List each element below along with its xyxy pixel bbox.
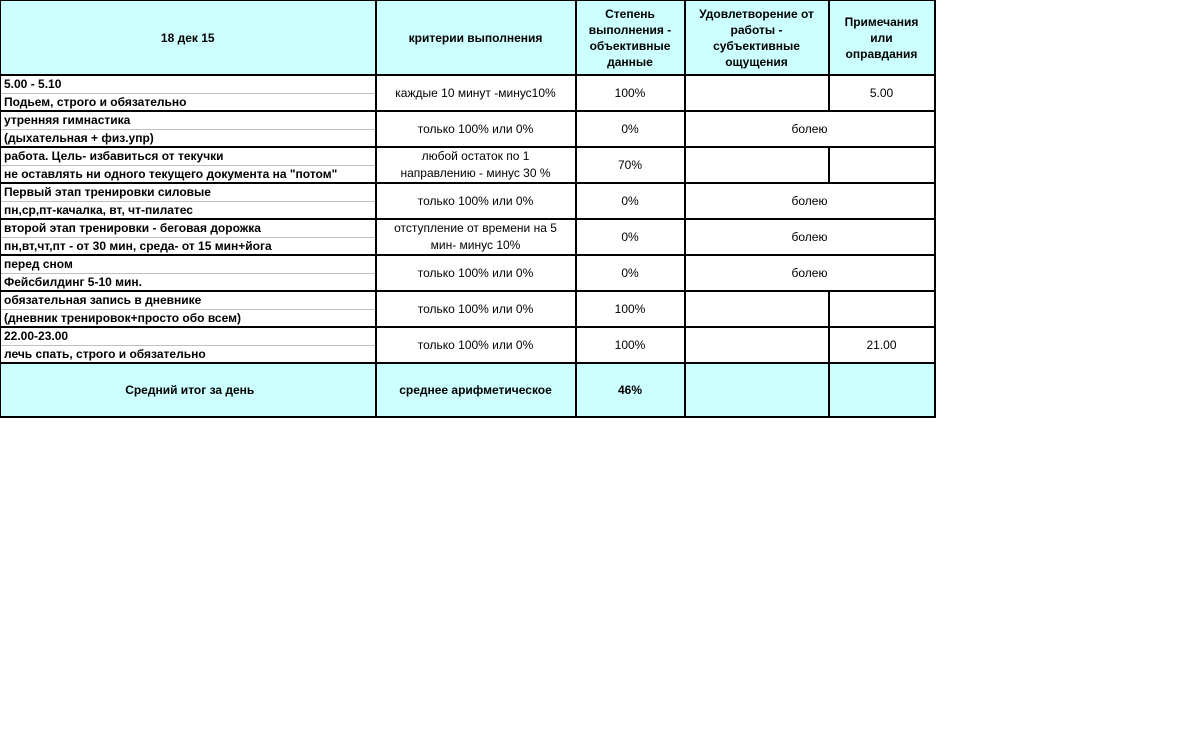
table-row xyxy=(1,75,935,111)
header-subjective[interactable] xyxy=(685,1,829,76)
task-title: утренняя гимнастика xyxy=(1,112,375,130)
task-detail: Фейсбилдинг 5-10 мин. xyxy=(4,275,142,289)
header-objective-line: объективные xyxy=(589,38,671,53)
notes-cell[interactable] xyxy=(829,291,935,327)
header-date-text: 18 дек 15 xyxy=(160,30,215,45)
task-cell[interactable] xyxy=(1,183,376,219)
merged-note-cell[interactable] xyxy=(685,219,935,255)
header-subjective-line: субъективные xyxy=(713,38,800,53)
objective-cell[interactable] xyxy=(576,183,685,219)
task-detail: (дневник тренировок+просто обо всем) xyxy=(4,311,241,325)
task-detail: лечь спать, строго и обязательно xyxy=(4,347,206,361)
objective-value: 100% xyxy=(614,301,646,316)
table-row xyxy=(1,327,935,363)
task-title: 22.00-23.00 xyxy=(1,328,375,346)
criteria-cell[interactable] xyxy=(376,219,576,255)
task-detail: пн,вт,чт,пт - от 30 мин, среда- от 15 мин+йога xyxy=(4,239,272,253)
criteria-line: отступление от времени на 5 xyxy=(394,221,557,235)
task-cell[interactable] xyxy=(1,255,376,291)
criteria-line: только 100% или 0% xyxy=(417,193,534,208)
merged-note-value: болею xyxy=(791,229,828,244)
objective-value: 0% xyxy=(621,265,639,280)
table-row xyxy=(1,255,935,291)
task-detail: Подьем, строго и обязательно xyxy=(4,95,187,109)
summary-label: Средний итог за день xyxy=(125,383,255,397)
header-objective-line: данные xyxy=(607,54,653,69)
header-criteria-text: критерии выполнения xyxy=(408,30,543,45)
notes-value: 5.00 xyxy=(869,85,894,100)
merged-note-value: болею xyxy=(791,265,828,280)
table-row xyxy=(1,111,935,147)
summary-row xyxy=(1,363,935,417)
criteria-line: каждые 10 минут -минус10% xyxy=(395,85,556,100)
subjective-cell[interactable] xyxy=(685,147,829,183)
objective-cell[interactable] xyxy=(576,147,685,183)
task-detail: пн,ср,пт-качалка, вт, чт-пилатес xyxy=(4,203,193,217)
header-subjective-line: работы - xyxy=(730,22,783,37)
header-notes[interactable] xyxy=(829,1,935,76)
criteria-line: любой остаток по 1 xyxy=(421,149,530,163)
header-objective-line: выполнения - xyxy=(588,22,672,37)
objective-cell[interactable] xyxy=(576,291,685,327)
criteria-line: только 100% или 0% xyxy=(417,301,534,316)
header-objective[interactable] xyxy=(576,1,685,76)
merged-note-cell[interactable] xyxy=(685,255,935,291)
header-subjective-line: Удовлетворение от xyxy=(699,6,814,21)
notes-cell[interactable] xyxy=(829,147,935,183)
objective-value: 0% xyxy=(621,229,639,244)
summary-objective: 46% xyxy=(617,383,643,397)
header-notes-line: или xyxy=(870,30,893,45)
notes-value: 21.00 xyxy=(866,337,897,352)
criteria-cell[interactable] xyxy=(376,183,576,219)
header-objective-line: Степень xyxy=(605,6,655,21)
objective-cell[interactable] xyxy=(576,111,685,147)
header-criteria[interactable] xyxy=(376,1,576,76)
criteria-line: только 100% или 0% xyxy=(417,121,534,136)
objective-value: 70% xyxy=(617,157,643,172)
objective-cell[interactable] xyxy=(576,75,685,111)
summary-notes-cell[interactable] xyxy=(829,363,935,417)
criteria-cell[interactable] xyxy=(376,147,576,183)
task-cell[interactable] xyxy=(1,327,376,363)
summary-objective-cell[interactable] xyxy=(576,363,685,417)
merged-note-cell[interactable] xyxy=(685,183,935,219)
notes-cell[interactable] xyxy=(829,327,935,363)
merged-note-value: болею xyxy=(791,193,828,208)
table-row xyxy=(1,147,935,183)
objective-value: 100% xyxy=(614,337,646,352)
criteria-cell[interactable] xyxy=(376,327,576,363)
summary-subjective-cell[interactable] xyxy=(685,363,829,417)
table-row xyxy=(1,183,935,219)
task-title: работа. Цель- избавиться от текучки xyxy=(1,148,375,166)
criteria-cell[interactable] xyxy=(376,111,576,147)
task-cell[interactable] xyxy=(1,291,376,327)
header-date[interactable] xyxy=(1,1,376,76)
criteria-line: только 100% или 0% xyxy=(417,265,534,280)
criteria-cell[interactable] xyxy=(376,291,576,327)
task-detail: не оставлять ни одного текущего документа на "потом" xyxy=(4,167,338,181)
task-title: Первый этап тренировки силовые xyxy=(1,184,375,202)
summary-criteria: среднее арифметическое xyxy=(399,383,552,397)
subjective-cell[interactable] xyxy=(685,291,829,327)
subjective-cell[interactable] xyxy=(685,75,829,111)
summary-criteria-cell[interactable] xyxy=(376,363,576,417)
task-title: второй этап тренировки - беговая дорожка xyxy=(1,220,375,238)
header-subjective-line: ощущения xyxy=(725,54,788,69)
merged-note-value: болею xyxy=(791,121,828,136)
header-notes-line: Примечания xyxy=(844,14,919,29)
subjective-cell[interactable] xyxy=(685,327,829,363)
daily-plan-table xyxy=(0,0,936,418)
criteria-line: мин- минус 10% xyxy=(430,238,521,252)
objective-cell[interactable] xyxy=(576,255,685,291)
merged-note-cell[interactable] xyxy=(685,111,935,147)
summary-label-cell[interactable] xyxy=(1,363,376,417)
notes-cell[interactable] xyxy=(829,75,935,111)
objective-cell[interactable] xyxy=(576,219,685,255)
objective-value: 0% xyxy=(621,193,639,208)
task-title: перед сном xyxy=(1,256,375,274)
table-row xyxy=(1,291,935,327)
objective-cell[interactable] xyxy=(576,327,685,363)
header-row xyxy=(1,1,935,76)
task-title: 5.00 - 5.10 xyxy=(1,76,375,94)
header-notes-line: оправдания xyxy=(845,46,918,61)
table-row xyxy=(1,219,935,255)
criteria-line: только 100% или 0% xyxy=(417,337,534,352)
task-title: обязательная запись в дневнике xyxy=(1,292,375,310)
task-detail: (дыхательная + физ.упр) xyxy=(4,131,154,145)
task-cell[interactable] xyxy=(1,111,376,147)
task-cell[interactable] xyxy=(1,75,376,111)
criteria-line: направлению - минус 30 % xyxy=(400,166,551,180)
objective-value: 100% xyxy=(614,85,646,100)
objective-value: 0% xyxy=(621,121,639,136)
criteria-cell[interactable] xyxy=(376,255,576,291)
criteria-cell[interactable] xyxy=(376,75,576,111)
task-cell[interactable] xyxy=(1,219,376,255)
task-cell[interactable] xyxy=(1,147,376,183)
